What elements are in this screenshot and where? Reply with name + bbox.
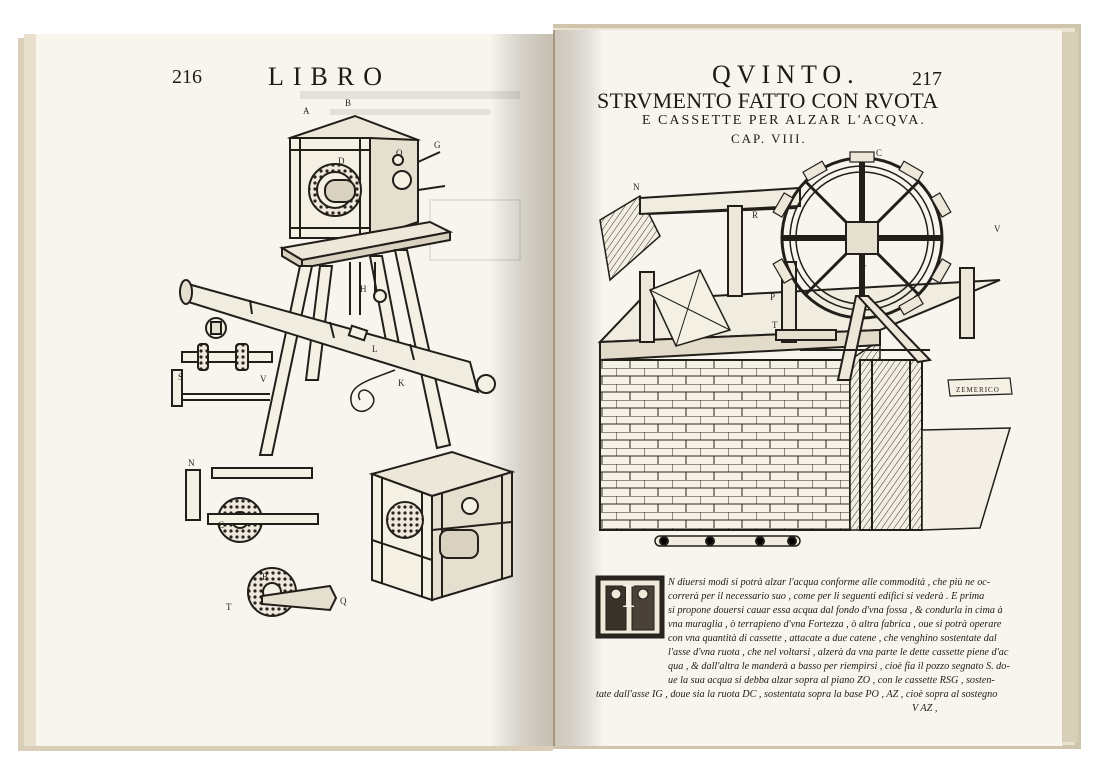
svg-text:N: N [188,458,195,468]
svg-text:C: C [876,148,883,158]
chapter-subtitle: E CASSETTE PER ALZAR L'ACQVA. [642,113,926,128]
body-text [668,576,1052,688]
svg-text:V: V [994,224,1001,234]
left-running-head: LIBRO [268,62,391,91]
svg-text:R: R [752,210,759,220]
body-line-full: tate dall'asse IG , doue sia la ruota DC , sostentata sopra la base PO , AZ , cioè sopra al sostegno [596,689,998,700]
drop-cap-letter: I [622,578,636,615]
svg-text:Q: Q [340,596,347,606]
body-line-last: V AZ , [912,703,938,714]
svg-text:Y: Y [860,264,867,274]
body-line: l'asse d'vna ruota , che nel voltarsi , alzerà da vna parte le dette cassette piene d'ac [668,647,1009,658]
svg-text:H: H [360,284,367,294]
body-line: correrà per il necessario suo , come per li seguenti edifici si vederà . E prima [668,591,985,602]
body-line: ue la sua acqua si debba alzar sopra al piano ZO , con le cassette RSG , sosten- [668,675,995,686]
svg-text:T: T [226,602,232,612]
svg-text:L: L [372,344,378,354]
svg-text:Q: Q [396,148,403,158]
svg-text:G: G [434,140,441,150]
figure-cage-machine [372,452,512,600]
body-line: vna muraglia , ò terrapieno d'vna Fortezza , ò altra fabrica , oue si potrà operare [668,619,1002,630]
svg-text:S: S [178,372,184,382]
svg-text:K: K [398,378,405,388]
svg-text:N: N [633,182,640,192]
chapter-number: CAP. VIII. [731,131,807,146]
svg-text:B: B [262,572,269,582]
body-line: si propone douersi cauar essa acqua dal fondo d'vna fossa , & condurla in cima à [668,605,1003,616]
svg-text:A: A [303,106,310,116]
svg-text:T: T [772,320,778,330]
svg-text:D: D [338,156,345,166]
label-plate-text: ZEMERICO [956,386,1000,394]
chapter-title: STRVMENTO FATTO CON RVOTA [597,88,939,113]
body-line: con vna quantità di cassette , attacate a due catene , che venghino sostentate dal [668,633,997,644]
left-page-number: 216 [172,66,202,88]
body-line: qua , & dall'altra le manderà a basso per riempirsi , cioè fia il pozzo segnato S. do- [668,661,1010,672]
svg-text:C: C [218,520,225,530]
right-page-number: 217 [912,68,942,90]
svg-text:B: B [345,98,352,108]
right-running-head: QVINTO. [712,60,860,89]
body-line: N diuersi modi si potrà alzar l'acqua conforme alle commodità , che più ne oc- [668,577,991,588]
svg-text:V: V [260,374,267,384]
svg-text:P: P [770,292,776,302]
